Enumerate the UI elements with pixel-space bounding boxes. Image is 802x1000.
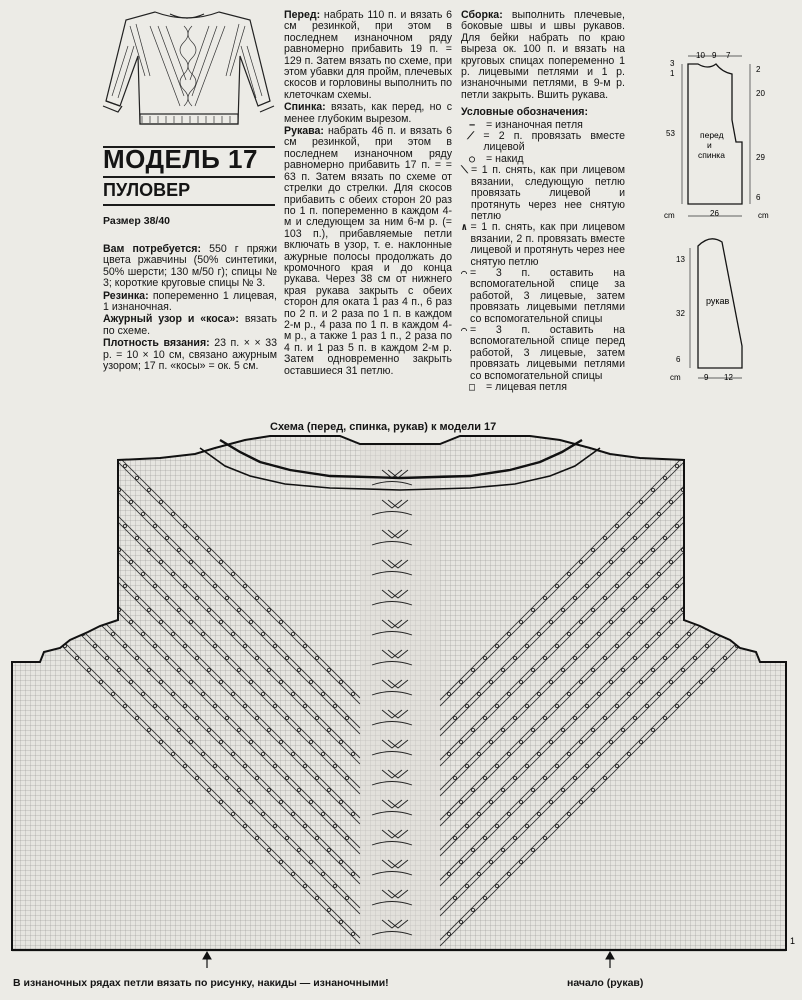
eyelet-mark bbox=[51, 632, 54, 635]
front-dim-height: 53 bbox=[666, 129, 675, 138]
chart-footer-note: В изнаночных рядах петли вязать по рисунку, накиды — изнаночными! bbox=[13, 977, 389, 989]
sleeve-dim-left-2: 32 bbox=[676, 309, 685, 318]
eyelet-mark bbox=[87, 608, 90, 611]
eyelet-mark bbox=[39, 500, 42, 503]
front-dim-left-2: 1 bbox=[670, 69, 675, 78]
eyelet-mark bbox=[771, 608, 774, 611]
front-dim-right-3: 29 bbox=[756, 153, 765, 162]
eyelet-mark bbox=[69, 620, 72, 623]
eyelet-mark bbox=[99, 440, 102, 443]
legend-item: ⟋ = 2 п. провязать вместе лицевой bbox=[467, 130, 625, 154]
eyelet-mark bbox=[687, 572, 690, 575]
eyelet-mark bbox=[777, 572, 780, 575]
instruction-back: Спинка: вязать, как перед, но с менее глубоким вырезом. bbox=[284, 101, 452, 125]
eyelet-mark bbox=[741, 430, 744, 432]
title-rule-mid bbox=[103, 176, 275, 178]
eyelet-mark bbox=[87, 488, 90, 491]
front-dim-left-1: 3 bbox=[670, 59, 675, 68]
eyelet-mark bbox=[759, 500, 762, 503]
eyelet-mark bbox=[729, 560, 732, 563]
eyelet-mark bbox=[33, 584, 36, 587]
sleeve-dim-left-3: 6 bbox=[676, 355, 681, 364]
eyelet-mark bbox=[765, 464, 768, 467]
pullover-sketch bbox=[100, 6, 275, 132]
eyelet-mark bbox=[741, 548, 744, 551]
materials-item: Резинка: попеременно 1 лицевая, 1 изнаночная. bbox=[103, 289, 277, 314]
eyelet-mark bbox=[693, 536, 696, 539]
eyelet-mark bbox=[705, 524, 708, 527]
front-dim-right-1: 2 bbox=[756, 65, 761, 74]
eyelet-mark bbox=[699, 440, 702, 443]
sleeve-unit: cm bbox=[670, 373, 681, 382]
eyelet-mark bbox=[33, 464, 36, 467]
instructions-block bbox=[284, 10, 452, 378]
materials-item: Плотность вязания: 23 п. × × 33 р. = 10 × 10 см, связано ажурным узором; 17 п. «косы» = ок. 5 см. bbox=[103, 337, 278, 373]
legend-item: − = изнаночная петля bbox=[468, 118, 583, 131]
eyelet-mark bbox=[21, 452, 24, 455]
eyelet-mark bbox=[57, 548, 60, 551]
eyelet-mark bbox=[51, 452, 54, 455]
assembly-block: Сборка: выполнить плечевые, боковые швы и швы рукавов. Для бейки набрать по краю выреза ок. 100 п. и вязать на круговых спицах попеременно 1 р. лицевыми петлями и 1 р. изнаночными петлями, в 9-м р. петли закрыть. Вшить рукава. Условные обозначения: − = изнаночная петля ⟋ = 2 п. провязать вместе лицевой ○ = накид ⟍ = 1 п. снять, как при лицевом вязании, следующую петлю провязать лицевой и протянуть через нее снятую петлю ∧ = 1 п. снять, как при лицевом вязании, 2 п. провязать вместе лицевой и протянуть через нее снятую петлю ⌒ = 3 п. оставить на вспомогательной спице за работой, 3 лицевые, затем провязать лицевыми петлями со вспомогательной спицы ⌒ = 3 п. оставить на вспомогательной спице перед работой, 3 лицевые, затем провязать лицевыми петлями со вспомогательной спицы □ = лицевая петля bbox=[461, 9, 625, 393]
eyelet-mark bbox=[747, 572, 750, 575]
eyelet-mark bbox=[693, 476, 696, 479]
eyelet-mark bbox=[87, 548, 90, 551]
sleeve-start-arrow bbox=[203, 952, 614, 968]
eyelet-mark bbox=[747, 512, 750, 515]
eyelet-mark bbox=[771, 430, 774, 432]
eyelet-mark bbox=[711, 548, 714, 551]
front-dim-right-2: 20 bbox=[756, 89, 765, 98]
eyelet-mark bbox=[39, 620, 42, 623]
eyelet-mark bbox=[75, 536, 78, 539]
eyelet-mark bbox=[15, 476, 18, 479]
legend-item: ⟍ = 1 п. снять, как при лицевом вязании, следующую петлю провязать лицевой и протянуть через нее снятую петлю bbox=[461, 164, 625, 222]
eyelet-mark bbox=[27, 488, 30, 491]
legend-title: Условные обозначения: bbox=[461, 106, 588, 119]
eyelet-mark bbox=[687, 512, 690, 515]
eyelet-mark bbox=[57, 608, 60, 611]
eyelet-mark bbox=[765, 584, 768, 587]
eyelet-mark bbox=[747, 452, 750, 455]
eyelet-mark bbox=[729, 500, 732, 503]
eyelet-mark bbox=[741, 488, 744, 491]
eyelet-mark bbox=[723, 596, 726, 599]
eyelet-mark bbox=[741, 608, 744, 611]
knitting-chart bbox=[0, 430, 802, 970]
sleeve-dim-bottom-1: 9 bbox=[704, 373, 709, 382]
eyelet-mark bbox=[705, 584, 708, 587]
eyelet-mark bbox=[693, 596, 696, 599]
eyelet-mark bbox=[81, 452, 84, 455]
front-label-3: спинка bbox=[698, 150, 725, 160]
instruction-sleeves: Рукава: набрать 46 п. и вязать 6 см резинкой, при этом в последнем изнаночном ряду равномерно прибавить 17 п. = = 63 п. Затем вязать по схеме от стрелки до стрелки. Для скосов прибавить с обеих сторон 20 раз по 1 п. попеременно в каждом 4-м и следующем за ним 6-м р. (= 103 п.), прибавляемые петли включать в узор, т. е. наклонные ажурные полосы продолжать до кромочного края и до конца рукава. Через 38 см от нижнего края рукава закрыть с обеих сторон для оката 1 раз 4 п., 6 раз по 2 п. и 2 раза по 1 п. в каждом 2-м р., 4 раза по 1 п. в каждом 4-м р., а также 1 раз 1 п., 2 раза по 4 п. и 1 раз 5 п. в каждом 2-м р. Затем одновременно закрыть оставшиеся 31 петлю. bbox=[284, 125, 452, 377]
front-dim-right-4: 6 bbox=[756, 193, 761, 202]
eyelet-mark bbox=[717, 572, 720, 575]
sleeve-dim-left-1: 13 bbox=[676, 255, 685, 264]
legend-item: ○ = накид bbox=[468, 152, 524, 165]
eyelet-mark bbox=[15, 596, 18, 599]
eyelet-mark bbox=[57, 488, 60, 491]
eyelet-mark bbox=[723, 476, 726, 479]
eyelet-mark bbox=[735, 524, 738, 527]
eyelet-mark bbox=[759, 620, 762, 623]
front-dim-top-2: 9 bbox=[712, 51, 717, 60]
front-unit-right: cm bbox=[758, 211, 769, 220]
eyelet-mark bbox=[69, 440, 72, 443]
eyelet-mark bbox=[771, 548, 774, 551]
eyelet-mark bbox=[711, 488, 714, 491]
eyelet-mark bbox=[99, 560, 102, 563]
eyelet-mark bbox=[723, 536, 726, 539]
chart-footer-start: начало (рукав) bbox=[567, 977, 644, 989]
eyelet-mark bbox=[735, 464, 738, 467]
eyelet-mark bbox=[711, 430, 714, 432]
chart-row-number: 1 bbox=[790, 936, 796, 946]
eyelet-mark bbox=[729, 440, 732, 443]
eyelet-mark bbox=[81, 512, 84, 515]
eyelet-mark bbox=[105, 536, 108, 539]
eyelet-mark bbox=[777, 512, 780, 515]
eyelet-mark bbox=[99, 620, 102, 623]
eyelet-mark bbox=[753, 596, 756, 599]
front-dim-top-3: 7 bbox=[726, 51, 731, 60]
materials-item: Вам потребуется: 550 г пряжи цвета ржавчины (50% синтетики, 50% шерсти; 130 м/50 г); спицы № 3; короткие круговые спицы № 3. bbox=[103, 243, 277, 290]
eyelet-mark bbox=[753, 536, 756, 539]
eyelet-mark bbox=[27, 548, 30, 551]
front-dim-bottom: 26 bbox=[710, 209, 719, 218]
eyelet-mark bbox=[39, 560, 42, 563]
eyelet-mark bbox=[687, 452, 690, 455]
eyelet-mark bbox=[759, 560, 762, 563]
eyelet-mark bbox=[759, 440, 762, 443]
eyelet-mark bbox=[69, 500, 72, 503]
eyelet-mark bbox=[111, 452, 114, 455]
legend-item: ∧ = 1 п. снять, как при лицевом вязании, 2 п. провязать вместе лицевой и протянуть через нее снятую петлю bbox=[461, 221, 625, 268]
materials-item: Ажурный узор и «коса»: вязать по схеме. bbox=[103, 313, 277, 337]
model-subtitle: ПУЛОВЕР bbox=[103, 180, 191, 200]
sleeve-pattern bbox=[666, 228, 802, 388]
front-label-1: перед bbox=[700, 130, 724, 140]
eyelet-mark bbox=[57, 430, 60, 432]
eyelet-mark bbox=[93, 464, 96, 467]
chart-caption: Схема (перед, спинка, рукав) к модели 17 bbox=[270, 421, 497, 433]
eyelet-mark bbox=[39, 440, 42, 443]
eyelet-mark bbox=[15, 536, 18, 539]
eyelet-mark bbox=[99, 500, 102, 503]
eyelet-mark bbox=[27, 430, 30, 432]
eyelet-mark bbox=[75, 596, 78, 599]
eyelet-mark bbox=[699, 620, 702, 623]
eyelet-mark bbox=[81, 572, 84, 575]
instruction-front: Перед: набрать 110 п. и вязать 6 см резинкой, при этом в последнем изнаночном ряду равномерно прибавить 19 п. = 129 п. Затем вязать по схеме, при этом убавки для пройм, плечевых скосов и горловины выполнить по клеточкам схемы. bbox=[284, 9, 452, 101]
front-label-2: и bbox=[707, 140, 712, 150]
eyelet-mark bbox=[717, 452, 720, 455]
eyelet-mark bbox=[87, 430, 90, 432]
legend-item: □ = лицевая петля bbox=[468, 381, 567, 393]
eyelet-mark bbox=[93, 584, 96, 587]
eyelet-mark bbox=[753, 476, 756, 479]
eyelet-mark bbox=[21, 512, 24, 515]
eyelet-mark bbox=[699, 500, 702, 503]
eyelet-mark bbox=[771, 488, 774, 491]
eyelet-mark bbox=[735, 584, 738, 587]
eyelet-mark bbox=[699, 560, 702, 563]
eyelet-mark bbox=[711, 608, 714, 611]
size-label: Размер 38/40 bbox=[103, 215, 171, 227]
eyelet-mark bbox=[729, 620, 732, 623]
eyelet-mark bbox=[63, 464, 66, 467]
eyelet-mark bbox=[51, 572, 54, 575]
eyelet-mark bbox=[63, 584, 66, 587]
eyelet-mark bbox=[717, 512, 720, 515]
eyelet-mark bbox=[747, 632, 750, 635]
front-dim-top-1: 10 bbox=[696, 51, 705, 60]
eyelet-mark bbox=[111, 512, 114, 515]
sleeve-dim-bottom-2: 12 bbox=[724, 373, 733, 382]
title-rule-bottom bbox=[103, 204, 275, 206]
materials-block bbox=[103, 244, 277, 373]
eyelet-mark bbox=[27, 608, 30, 611]
legend-item: ⌒ = 3 п. оставить на вспомогательной спице за работой, 3 лицевые, затем провязать лицевыми петлями со вспомогательной спицы bbox=[461, 266, 625, 325]
eyelet-mark bbox=[69, 560, 72, 563]
eyelet-mark bbox=[111, 572, 114, 575]
legend-item: ⌒ = 3 п. оставить на вспомогательной спице перед работой, 3 лицевые, затем провязать лицевыми петлями со вспомогательной спицы bbox=[461, 323, 625, 382]
eyelet-mark bbox=[33, 524, 36, 527]
eyelet-mark bbox=[105, 596, 108, 599]
front-unit-left: cm bbox=[664, 211, 675, 220]
eyelet-mark bbox=[93, 524, 96, 527]
eyelet-mark bbox=[63, 524, 66, 527]
eyelet-mark bbox=[45, 596, 48, 599]
eyelet-mark bbox=[705, 464, 708, 467]
eyelet-mark bbox=[777, 452, 780, 455]
front-back-pattern bbox=[660, 44, 802, 224]
eyelet-mark bbox=[21, 572, 24, 575]
eyelet-mark bbox=[45, 476, 48, 479]
eyelet-mark bbox=[765, 524, 768, 527]
eyelet-mark bbox=[75, 476, 78, 479]
model-title: МОДЕЛЬ 17 bbox=[103, 144, 258, 174]
eyelet-mark bbox=[51, 512, 54, 515]
sleeve-label: рукав bbox=[706, 296, 730, 306]
eyelet-mark bbox=[45, 536, 48, 539]
eyelet-mark bbox=[105, 476, 108, 479]
